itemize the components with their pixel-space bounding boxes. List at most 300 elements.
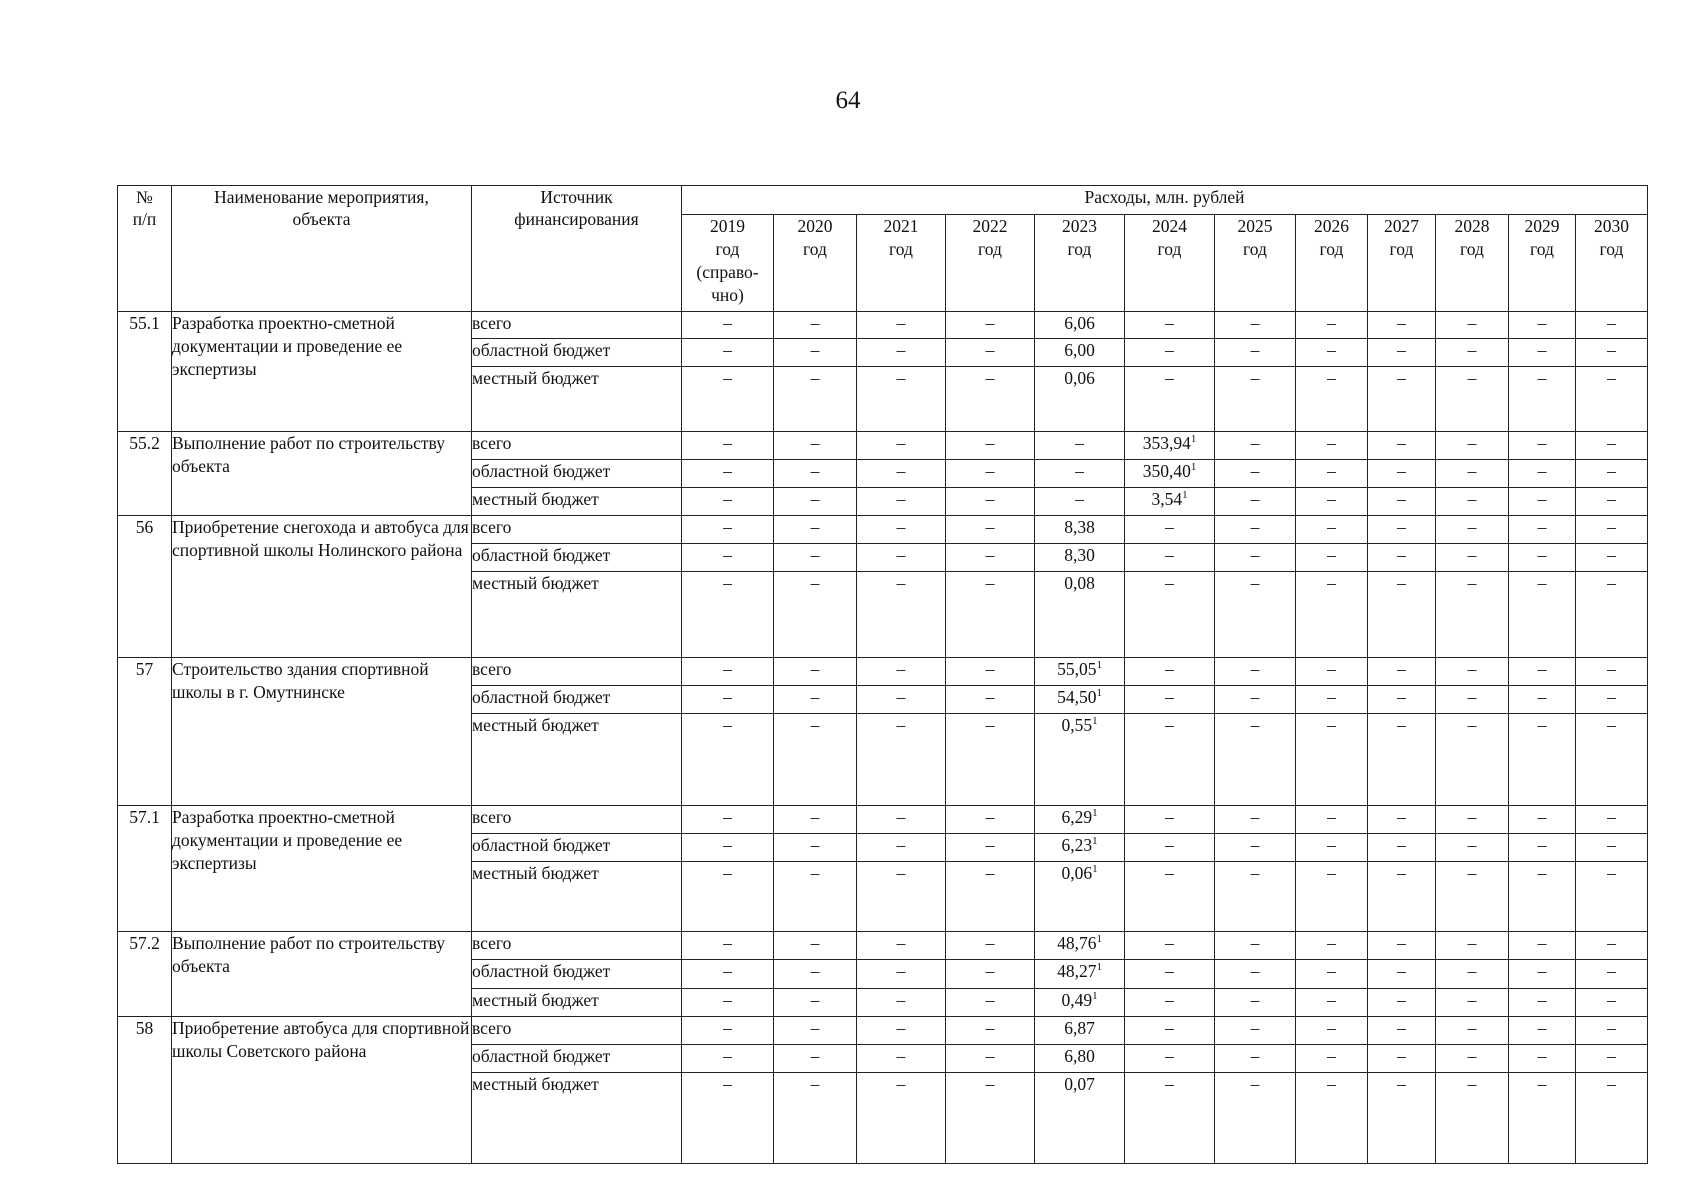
expense-value: – (1296, 516, 1368, 544)
expense-value: – (1576, 686, 1648, 714)
expense-value: – (774, 1017, 857, 1045)
expense-value: – (1576, 367, 1648, 432)
expense-value: – (774, 572, 857, 658)
expense-value: – (774, 806, 857, 834)
expense-value: 350,40$^1$ (1125, 460, 1215, 488)
expense-value: – (1436, 834, 1509, 862)
footnote-marker: 1 (1092, 863, 1098, 875)
expense-value: 6,23$^1$ (1035, 834, 1125, 862)
expense-value: – (1125, 572, 1215, 658)
funding-source: всего (472, 516, 682, 544)
footnote-marker: 1 (1092, 715, 1098, 727)
expense-value: – (1576, 960, 1648, 989)
expense-value: – (857, 339, 946, 367)
expense-value: – (1368, 312, 1436, 339)
expense-value: – (1215, 1017, 1296, 1045)
table-row (118, 658, 1648, 686)
year-header-line: год (1243, 239, 1267, 259)
expense-value: – (946, 1045, 1035, 1073)
year-header (1296, 215, 1368, 312)
year-header-line: 2025 (1237, 216, 1273, 236)
year-header-line: 2026 (1314, 216, 1349, 236)
expense-value: – (1509, 932, 1576, 960)
expense-value: 48,76$^1$ (1035, 932, 1125, 960)
expense-value: – (682, 932, 774, 960)
funding-source: местный бюджет (472, 989, 682, 1017)
expense-value: – (1125, 1045, 1215, 1073)
funding-source: местный бюджет (472, 488, 682, 516)
expense-value: – (1576, 460, 1648, 488)
year-header (1215, 215, 1296, 312)
expense-value: – (1215, 989, 1296, 1017)
expense-value: – (1215, 714, 1296, 806)
expense-value: – (1368, 932, 1436, 960)
expense-value: – (1215, 806, 1296, 834)
expense-value: – (1436, 862, 1509, 932)
expense-value: – (1215, 572, 1296, 658)
expense-value: – (682, 488, 774, 516)
year-header (1125, 215, 1215, 312)
expense-value: – (1215, 1045, 1296, 1073)
expense-value: 8,30 (1035, 544, 1125, 572)
expense-value: – (946, 1017, 1035, 1045)
expenses-header: Расходы, млн. рублей (682, 186, 1648, 215)
footnote-marker: 1 (1096, 659, 1102, 671)
expense-value: – (857, 658, 946, 686)
year-header-line: год (1157, 239, 1182, 259)
source-header-line: финансирования (514, 209, 639, 229)
funding-source: всего (472, 806, 682, 834)
year-header (1035, 215, 1125, 312)
year-header-line: 2027 (1384, 216, 1419, 236)
expense-value: – (1436, 516, 1509, 544)
expense-value: – (682, 658, 774, 686)
expense-value: – (1436, 312, 1509, 339)
expense-value: – (1509, 1017, 1576, 1045)
expense-value: – (1509, 572, 1576, 658)
expense-value: – (1296, 488, 1368, 516)
expense-value: – (1509, 432, 1576, 460)
expense-value: – (1215, 960, 1296, 989)
expense-value: – (774, 989, 857, 1017)
year-header-line: 2024 (1152, 216, 1187, 236)
expense-value: – (1296, 932, 1368, 960)
expense-value: – (682, 834, 774, 862)
expense-value: – (857, 460, 946, 488)
expense-value: – (1436, 339, 1509, 367)
expense-value: – (857, 367, 946, 432)
expense-value: – (857, 834, 946, 862)
expense-value: – (1509, 714, 1576, 806)
funding-source: областной бюджет (472, 1045, 682, 1073)
expense-value: – (1215, 862, 1296, 932)
expense-value: – (1296, 658, 1368, 686)
expense-value: – (1215, 834, 1296, 862)
funding-source: областной бюджет (472, 460, 682, 488)
expense-value: – (946, 312, 1035, 339)
expense-value: – (774, 432, 857, 460)
expense-value: – (1125, 862, 1215, 932)
expense-value: – (1215, 1073, 1296, 1164)
expense-value: – (946, 488, 1035, 516)
year-header-line: год (803, 239, 827, 259)
expense-value: – (1576, 544, 1648, 572)
footnote-marker: 1 (1092, 990, 1098, 1002)
funding-source: всего (472, 658, 682, 686)
expense-value: – (857, 989, 946, 1017)
expense-value: – (1436, 806, 1509, 834)
expense-value: – (1125, 516, 1215, 544)
funding-source: всего (472, 432, 682, 460)
expense-value: – (682, 989, 774, 1017)
expense-value: – (774, 686, 857, 714)
expense-value: – (1035, 432, 1125, 460)
expense-value: 8,38 (1035, 516, 1125, 544)
expense-value: – (946, 960, 1035, 989)
year-header-line: год (889, 239, 913, 259)
source-header-line: Источник (540, 187, 613, 207)
year-header (1576, 215, 1648, 312)
year-header-line: год (978, 239, 1002, 259)
expense-value: – (946, 1073, 1035, 1164)
footnote-marker: 1 (1190, 461, 1197, 473)
year-header (1436, 215, 1509, 312)
expense-value: – (857, 714, 946, 806)
expense-value: – (946, 932, 1035, 960)
expense-value: – (1368, 488, 1436, 516)
year-header (682, 215, 774, 312)
funding-source: всего (472, 312, 682, 339)
item-number: 57.1 (118, 806, 172, 932)
expense-value: – (1576, 516, 1648, 544)
item-number: 56 (118, 516, 172, 658)
expense-value: – (1125, 714, 1215, 806)
expense-value: – (682, 806, 774, 834)
expense-value: – (1436, 658, 1509, 686)
expense-value: – (774, 658, 857, 686)
item-name: Выполнение работ по строительству объекта (172, 432, 472, 516)
expense-value: – (857, 544, 946, 572)
table-row (118, 806, 1648, 834)
expense-value: – (1125, 658, 1215, 686)
item-name: Строительство здания спортивной школы в г. Омутнинске (172, 658, 472, 806)
expense-value: – (1576, 339, 1648, 367)
expense-value: – (1436, 960, 1509, 989)
expense-value: – (946, 432, 1035, 460)
expense-value: – (1368, 960, 1436, 989)
item-name: Разработка проектно-сметной документации и проведение ее экспертизы (172, 312, 472, 432)
expense-value: – (946, 572, 1035, 658)
expense-value: – (1368, 339, 1436, 367)
item-number: 57.2 (118, 932, 172, 1017)
expense-value: – (1215, 516, 1296, 544)
expense-value: – (857, 572, 946, 658)
expense-value: – (1296, 862, 1368, 932)
expense-value: – (1368, 367, 1436, 432)
num-header-line: № (136, 187, 153, 207)
expense-value: – (857, 432, 946, 460)
expense-value: – (774, 862, 857, 932)
expense-value: – (1576, 1045, 1648, 1073)
expense-value: 353,94$^1$ (1125, 432, 1215, 460)
expense-value: – (1576, 989, 1648, 1017)
expense-value: – (1125, 932, 1215, 960)
year-header-line: 2028 (1454, 216, 1490, 236)
expense-value: – (1436, 714, 1509, 806)
expense-value: 6,29$^1$ (1035, 806, 1125, 834)
expense-value: – (774, 488, 857, 516)
expense-value: – (1509, 339, 1576, 367)
year-header-line: 2023 (1062, 216, 1097, 236)
expense-value: – (1436, 1017, 1509, 1045)
expense-value: – (1215, 658, 1296, 686)
expense-value: 0,06$^1$ (1035, 862, 1125, 932)
expense-value: 0,07 (1035, 1073, 1125, 1164)
expense-value: – (1576, 312, 1648, 339)
footnote-marker: 1 (1092, 807, 1098, 819)
expense-value: – (1576, 932, 1648, 960)
expense-value: – (946, 544, 1035, 572)
expense-value: – (682, 367, 774, 432)
expense-value: – (1576, 432, 1648, 460)
item-number: 55.1 (118, 312, 172, 432)
footnote-marker: 1 (1096, 933, 1102, 945)
expense-value: – (1436, 572, 1509, 658)
expense-value: – (1509, 806, 1576, 834)
year-header-line: 2030 (1594, 216, 1629, 236)
expense-value: – (1296, 572, 1368, 658)
year-header-line: год (1599, 239, 1624, 259)
expense-value: – (1509, 516, 1576, 544)
expense-value: – (1125, 339, 1215, 367)
expense-value: – (1509, 312, 1576, 339)
expense-value: – (1368, 714, 1436, 806)
expense-value: – (1436, 460, 1509, 488)
year-header-line: год (1530, 239, 1554, 259)
expense-value: 0,06 (1035, 367, 1125, 432)
year-header-line: год (1389, 239, 1414, 259)
year-header-line: 2019 (710, 216, 745, 236)
expense-value: – (1215, 544, 1296, 572)
expense-value: – (774, 544, 857, 572)
expense-value: – (682, 1017, 774, 1045)
year-header-line: год (715, 239, 740, 259)
expense-value: – (1576, 806, 1648, 834)
expense-value: – (1436, 544, 1509, 572)
expense-value: – (682, 714, 774, 806)
expense-value: – (1296, 714, 1368, 806)
expense-value: – (774, 367, 857, 432)
item-number: 55.2 (118, 432, 172, 516)
expense-value: – (1125, 806, 1215, 834)
source-header (472, 186, 682, 312)
table-body (118, 312, 1648, 1164)
item-name: Приобретение снегохода и автобуса для спортивной школы Нолинского района (172, 516, 472, 658)
expense-value: – (946, 989, 1035, 1017)
year-header-line: (справо- (696, 262, 759, 282)
expense-value: – (1296, 806, 1368, 834)
footnote-marker: 1 (1182, 489, 1188, 501)
expense-value: – (1576, 658, 1648, 686)
expense-value: – (1035, 460, 1125, 488)
expense-value: – (774, 460, 857, 488)
expense-value: – (857, 862, 946, 932)
expense-value: – (774, 1073, 857, 1164)
expense-value: – (857, 1073, 946, 1164)
expense-value: – (857, 960, 946, 989)
expense-value: – (1576, 572, 1648, 658)
expense-value: – (1125, 312, 1215, 339)
expense-value: – (1125, 989, 1215, 1017)
header-row (118, 186, 1648, 215)
expense-value: – (1368, 862, 1436, 932)
expense-value: – (857, 806, 946, 834)
expense-value: – (946, 658, 1035, 686)
funding-source: местный бюджет (472, 1073, 682, 1164)
table-row (118, 932, 1648, 960)
expense-value: – (1368, 834, 1436, 862)
expense-value: – (1368, 989, 1436, 1017)
expense-value: – (774, 714, 857, 806)
expense-value: – (1035, 488, 1125, 516)
expense-value: – (1509, 1045, 1576, 1073)
funding-source: областной бюджет (472, 544, 682, 572)
expense-value: – (1368, 1045, 1436, 1073)
expense-value: – (1215, 932, 1296, 960)
expense-value: – (682, 1073, 774, 1164)
expense-value: 3,54$^1$ (1125, 488, 1215, 516)
funding-source: областной бюджет (472, 339, 682, 367)
expense-value: – (1436, 1045, 1509, 1073)
expense-value: – (946, 862, 1035, 932)
expense-value: 6,87 (1035, 1017, 1125, 1045)
expense-value: – (1215, 432, 1296, 460)
expense-value: 54,50$^1$ (1035, 686, 1125, 714)
expense-value: – (1125, 1073, 1215, 1164)
expense-value: – (682, 516, 774, 544)
funding-source: местный бюджет (472, 714, 682, 806)
expense-value: – (1296, 544, 1368, 572)
budget-table (117, 185, 1648, 1164)
expense-value: – (857, 932, 946, 960)
year-header-line: 2020 (797, 216, 833, 236)
expense-value: – (1509, 1073, 1576, 1164)
expense-value: – (857, 516, 946, 544)
name-header-line: объекта (292, 209, 351, 229)
footnote-marker: 1 (1096, 961, 1102, 973)
year-header (857, 215, 946, 312)
year-header (1368, 215, 1436, 312)
expense-value: – (1576, 834, 1648, 862)
expense-value: – (1436, 488, 1509, 516)
expense-value: – (857, 1045, 946, 1073)
expense-value: – (1368, 460, 1436, 488)
expense-value: – (1436, 432, 1509, 460)
year-header-line: год (1460, 239, 1484, 259)
expense-value: – (1368, 1073, 1436, 1164)
year-header-line: год (1319, 239, 1344, 259)
table-row (118, 516, 1648, 544)
expense-value: – (946, 339, 1035, 367)
year-header-line: 2021 (883, 216, 919, 236)
footnote-marker: 1 (1096, 687, 1102, 699)
expense-value: – (1509, 989, 1576, 1017)
expense-value: – (1509, 862, 1576, 932)
expense-value: 0,08 (1035, 572, 1125, 658)
expense-value: – (1368, 516, 1436, 544)
expense-value: – (1368, 572, 1436, 658)
expense-value: – (1215, 460, 1296, 488)
expense-value: – (946, 834, 1035, 862)
name-header-line: Наименование мероприятия, (214, 187, 429, 207)
expense-value: – (1296, 367, 1368, 432)
year-header-line: 2029 (1524, 216, 1560, 236)
year-header-line: год (1067, 239, 1092, 259)
expense-value: 48,27$^1$ (1035, 960, 1125, 989)
expense-value: – (682, 544, 774, 572)
expense-value: – (946, 686, 1035, 714)
expense-value: 6,06 (1035, 312, 1125, 339)
expense-value: 0,49$^1$ (1035, 989, 1125, 1017)
expense-value: – (1368, 658, 1436, 686)
expense-value: 0,55$^1$ (1035, 714, 1125, 806)
expense-value: – (1215, 488, 1296, 516)
expense-value: – (1576, 1073, 1648, 1164)
expense-value: – (1215, 312, 1296, 339)
expense-value: – (1296, 1073, 1368, 1164)
funding-source: местный бюджет (472, 572, 682, 658)
expense-value: – (857, 312, 946, 339)
expense-value: – (1296, 312, 1368, 339)
expense-value: – (1125, 960, 1215, 989)
funding-source: местный бюджет (472, 862, 682, 932)
expense-value: – (1509, 544, 1576, 572)
expense-value: – (1509, 367, 1576, 432)
expense-value: – (1296, 960, 1368, 989)
expense-value: – (1296, 834, 1368, 862)
expense-value: – (1368, 1017, 1436, 1045)
expense-value: – (946, 714, 1035, 806)
expense-value: – (857, 1017, 946, 1045)
footnote-marker: 1 (1092, 835, 1098, 847)
expense-value: – (1576, 714, 1648, 806)
funding-source: всего (472, 1017, 682, 1045)
year-header (946, 215, 1035, 312)
num-header (118, 186, 172, 312)
expense-value: – (682, 686, 774, 714)
item-number: 58 (118, 1017, 172, 1164)
item-number: 57 (118, 658, 172, 806)
expense-value: – (1125, 544, 1215, 572)
expense-value: – (1215, 367, 1296, 432)
funding-source: областной бюджет (472, 686, 682, 714)
expense-value: – (1296, 432, 1368, 460)
expense-value: 6,80 (1035, 1045, 1125, 1073)
expense-value: 55,05$^1$ (1035, 658, 1125, 686)
year-header (774, 215, 857, 312)
expense-value: – (1125, 1017, 1215, 1045)
expense-value: – (946, 806, 1035, 834)
expense-value: – (1576, 1017, 1648, 1045)
expense-value: – (946, 367, 1035, 432)
expense-value: – (682, 432, 774, 460)
expense-value: – (774, 960, 857, 989)
expense-value: – (1296, 460, 1368, 488)
year-header-line: чно) (711, 285, 744, 305)
page-number: 64 (835, 87, 861, 114)
expense-value: – (1215, 686, 1296, 714)
funding-source: всего (472, 932, 682, 960)
